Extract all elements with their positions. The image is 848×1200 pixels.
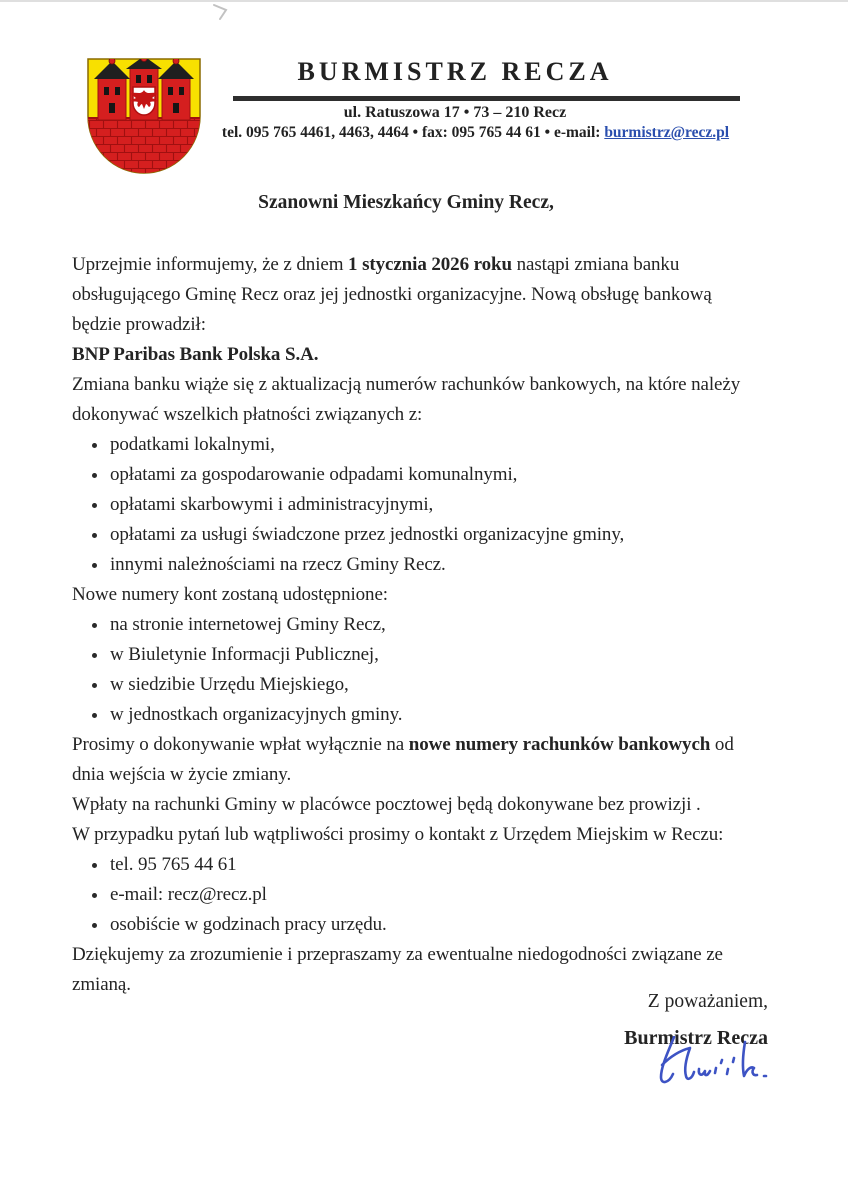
text-run: Zmiana banku wiąże się z aktualizacją numerów rachunków bankowych, na które należy dokonywać wszelkich płatności związanych z:	[72, 374, 741, 425]
paragraph	[72, 250, 748, 340]
list-item: na stronie internetowej Gminy Recz,	[72, 610, 748, 640]
list-item: osobiście w godzinach pracy urzędu.	[72, 910, 748, 940]
bullet-list	[72, 850, 748, 940]
text-run: nowe numery rachunków bankowych	[408, 734, 711, 755]
list-item: opłatami skarbowymi i administracyjnymi,	[72, 490, 748, 520]
paragraph	[72, 340, 748, 370]
list-item: w siedzibie Urzędu Miejskiego,	[72, 670, 748, 700]
list-item: w jednostkach organizacyjnych gminy.	[72, 700, 748, 730]
pencil-mark-artifact	[210, 2, 234, 22]
text-run: Wpłaty na rachunki Gminy w placówce pocztowej będą dokonywane bez prowizji .	[72, 794, 701, 815]
handwritten-signature-icon	[643, 1036, 773, 1091]
text-run: W przypadku pytań lub wątpliwości prosimy o kontakt z Urzędem Miejskim w Reczu:	[72, 824, 724, 845]
list-item: innymi należnościami na rzecz Gminy Recz.	[72, 550, 748, 580]
text-run: Nowe numery kont zostaną udostępnione:	[72, 584, 388, 605]
text-run: nastąpi zmiana banku obsługującego Gminę Recz oraz jej jednostki organizacyjne. Nową obsługę bankową będzie prowadził:	[72, 254, 712, 335]
signer-title: Burmistrz Recza	[624, 1027, 768, 1049]
paragraph	[72, 790, 748, 820]
valediction: Z poważaniem,	[647, 991, 768, 1012]
text-run: od dnia wejścia w życie zmiany.	[72, 734, 734, 785]
list-item: opłatami za gospodarowanie odpadami komunalnymi,	[72, 460, 748, 490]
office-contact-line	[203, 124, 748, 142]
list-item: e-mail: recz@recz.pl	[72, 880, 748, 910]
text-run: BNP Paribas Bank Polska S.A.	[72, 344, 319, 365]
contact-text: tel. 095 765 4461, 4463, 4464 • fax: 095 765 44 61 • e-mail:	[221, 124, 605, 141]
salutation: Szanowni Mieszkańcy Gminy Recz,	[258, 192, 554, 213]
scanner-edge-artifact	[0, 0, 848, 2]
letter-body	[72, 250, 748, 1000]
list-item: tel. 95 765 44 61	[72, 850, 748, 880]
text-run: Prosimy o dokonywanie wpłat wyłącznie na	[72, 734, 409, 755]
text-run: Dziękujemy za zrozumienie i przepraszamy za ewentualne niedogodności związane ze zmianą.	[72, 944, 723, 995]
text-run: 1 stycznia 2026 roku	[348, 254, 512, 275]
paragraph	[72, 580, 748, 610]
list-item: opłatami za usługi świadczone przez jednostki organizacyjne gminy,	[72, 520, 748, 550]
paragraph	[72, 730, 748, 790]
paragraph	[72, 370, 748, 430]
bullet-list	[72, 610, 748, 730]
office-address: ul. Ratuszowa 17 • 73 – 210 Recz	[343, 104, 567, 121]
header-rule	[233, 96, 740, 101]
list-item: w Biuletynie Informacji Publicznej,	[72, 640, 748, 670]
list-item: podatkami lokalnymi,	[72, 430, 748, 460]
text-run: Uprzejmie informujemy, że z dniem	[72, 254, 349, 275]
recz-coat-of-arms-icon	[85, 56, 203, 176]
email-link[interactable]: burmistrz@recz.pl	[604, 124, 730, 141]
office-title: BURMISTRZ RECZA	[297, 57, 613, 86]
bullet-list	[72, 430, 748, 580]
paragraph	[72, 820, 748, 850]
